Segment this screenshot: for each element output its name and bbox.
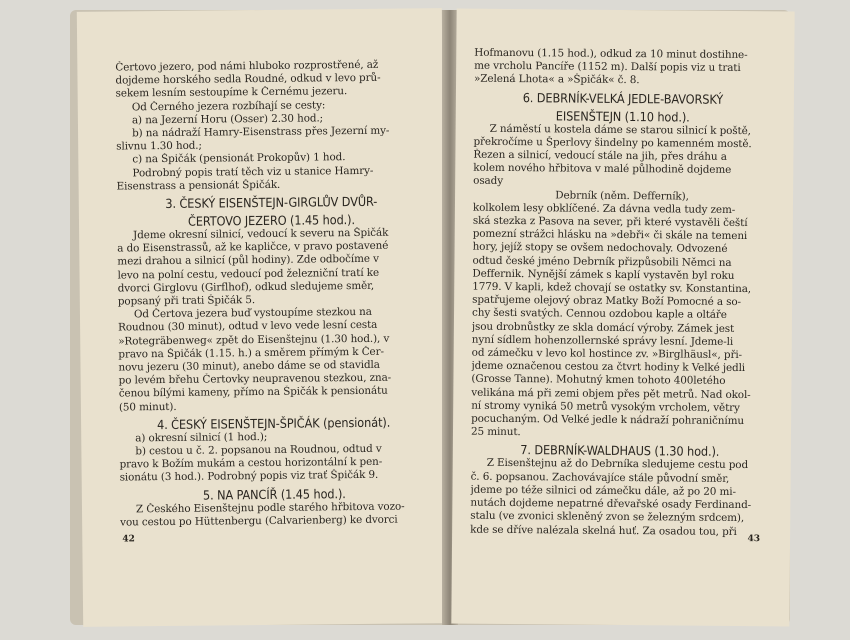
text-line: Čertovo jezero, pod námi hluboko rozprostřené, až <box>115 58 379 74</box>
text-line: chy šesti svatých. Cennou ozdobou kaple a oltáře <box>471 307 727 322</box>
text-line: osady <box>473 175 504 188</box>
text-line: ská stezka z Pasova na sever, při které vystavěli čeští <box>472 214 748 230</box>
text-line: a do Eisenstrassů, až ke kapličce, v pravo postavené <box>117 239 389 255</box>
text-line: po levém břehu Čertovky neupravenou stezkou, zna- <box>118 371 392 387</box>
text-line: kolem nového hřbitova v malé půlhodině dojdeme <box>473 161 732 177</box>
section-heading: ČERTOVO JEZERO (1.45 hod.). <box>187 212 356 229</box>
text-line: (50 minut). <box>118 400 177 414</box>
text-line: jdeme po téže silnici od zámečku dále, až po 20 mi- <box>470 483 736 498</box>
text-line: odtud české jméno Debrník přizpůsobili Němci na <box>472 254 732 269</box>
text-line: stalu (ve zvonici skleněný zvon se železným srdcem), <box>470 509 745 525</box>
text-line: kolkolem lesy obklíčené. Za dávna vedla tudy zem- <box>472 201 736 216</box>
text-line: dvorci Girglovu (Girflhof), odkud sledujeme směr, <box>117 279 375 295</box>
text-line: hory, jejíž stopy se ovšem nedochovaly. Odvozené <box>472 241 728 256</box>
section-heading: 3. ČESKÝ EISENŠTEJN-GIRGLŮV DVŮR- <box>165 193 378 212</box>
text-line: kde se dříve nalézala skelná huť. Za osadou tou, při <box>470 523 737 538</box>
section-heading: 5. NA PANCÍŘ (1.45 hod.). <box>202 485 346 503</box>
text-line: sekem lesním sestoupíme k Černému jezeru. <box>115 85 348 100</box>
text-line: nutách dojdeme nepatrné dřevařské osady Ferdinand- <box>470 496 752 512</box>
text-line: jsou drobnůstky ze skla domácí výroby. Zámek jest <box>471 320 735 335</box>
text-line: popsaný při trati Špičák 5. <box>117 294 256 308</box>
text-line: od zámečku v levo kol hostince zv. »Birglhäusl«, při- <box>471 346 743 362</box>
text-line: pomezní strážci hlásku na »debři« či skále na temeni <box>472 227 748 243</box>
text-line: novu jezeru (30 minut), anebo dáme se od stavidla <box>118 358 380 374</box>
text-line: levo na polní cestu, vedoucí pod železniční tratí ke <box>117 266 380 282</box>
text-line: »Rotegräbenweg« zpět do Eisenštejnu (1.30 hod.), v <box>118 332 390 348</box>
text-line: (Grosse Tanne). Mohutný kmen tohoto 400letého <box>471 373 726 388</box>
text-line: Hofmanovu (1.15 hod.), odkud za 10 minut dostihne- <box>474 46 748 62</box>
text-line: Z Českého Eisenštejnu podle starého hřbitova vozo- <box>135 500 405 516</box>
text-line: Z náměstí u kostela dáme se starou silnicí k poště, <box>489 122 751 137</box>
left-page-number: 42 <box>122 534 135 545</box>
text-line: č. 6. popsanou. Zachovávajíce stále původní směr, <box>470 470 730 485</box>
text-line: a) okresní silnicí (1 hod.); <box>135 430 268 445</box>
text-line: jdeme označenou cestou za čtvrt hodiny k Velké jedli <box>471 359 746 375</box>
text-line: Podrobný popis tratí těch viz u stanice Hamry- <box>132 164 374 179</box>
text-line: Eisenstrass a pensionát Špičák. <box>116 178 281 193</box>
text-line: pocuchaným. Od Velké jedle k nádraží pohraničnímu <box>471 412 744 428</box>
text-line: Od Čertova jezera buď vystoupíme stezkou na <box>133 306 372 321</box>
section-heading: 7. DEBRNÍK-WALDHAUS (1.30 hod.). <box>520 442 720 460</box>
text-line: sionátu (3 hod.). Podrobný popis viz trať Špičák 9. <box>119 469 379 484</box>
text-line: nyní sídlem hohenzollernské správy lesní. Jdeme-li <box>471 333 734 348</box>
open-book <box>70 10 790 625</box>
text-line: 1779. V kapli, kdež chovají se ostatky sv. Konstantina, <box>472 280 752 296</box>
text-line: dojdeme horského sedla Roudné, odkud v levo prů- <box>115 71 381 87</box>
text-line: Roudnou (30 minut), odtud v levo vede lesní cesta <box>118 319 378 334</box>
text-line: překročíme u Šperlovy šindelny po kamenném mostě. <box>473 135 752 150</box>
text-line: »Zelená Lhota« a »Špičák« č. 8. <box>474 73 640 87</box>
left-page-text <box>115 58 429 529</box>
text-line: Debrník (něm. Defferník), <box>555 189 689 203</box>
text-line: ní stromy vyniká 50 metrů vysokým vrcholem, větry <box>471 399 740 414</box>
right-page-text <box>470 47 772 539</box>
text-line: mezi drahou a silnicí (půl hodiny). Zde odbočíme v <box>117 253 379 268</box>
text-line: Z Eisenštejnu až do Debrníka sledujeme cestu pod <box>486 457 749 472</box>
section-heading: EISENŠTEJN (1.10 hod.). <box>555 108 690 125</box>
text-line: Jdeme okresní silnicí, vedoucí k severu na Špičák <box>133 226 389 242</box>
right-page-number: 43 <box>747 534 761 545</box>
text-line: pravo na Špičák (1.15. h.) a směrem přímým k Čer- <box>118 345 384 361</box>
text-line: me vrcholu Pancíře (1152 m). Další popis viz u trati <box>474 59 741 75</box>
text-line: pravo k Božím mukám a cestou horizontální k pen- <box>119 456 383 471</box>
text-line: vou cestou po Hüttenbergu (Calvarienberg) ke dvorci <box>120 513 398 529</box>
right-page <box>451 9 794 627</box>
text-line: a) na Jezerní Horu (Osser) 2.30 hod.; <box>131 112 324 127</box>
text-line: c) na Špičák (pensionát Prokopův) 1 hod. <box>132 151 346 166</box>
text-line: 25 minut. <box>470 425 521 439</box>
text-line: spatřujeme olejový obraz Matky Boží Pomocné a so- <box>472 293 742 309</box>
section-heading: 6. DEBRNÍK-VELKÁ JEDLE-BAVORSKÝ <box>522 89 724 107</box>
text-line: Deffernik. Nynější zámek s kaplí vystavěn byl roku <box>472 267 735 282</box>
section-heading: 4. ČESKÝ EISENŠTEJN-ŠPIČÁK (pensionát). <box>156 414 391 432</box>
left-page <box>77 8 448 627</box>
text-line: čenou bílými kameny, přímo na Špičák k pensionátu <box>118 385 388 400</box>
text-line: Od Černého jezera rozbíhají se cesty: <box>131 98 326 113</box>
text-line: Řezen a silnicí, vedoucí stále na jih, přes dráhu a <box>473 148 727 163</box>
text-line: velikána má při zemi objem přes pět metrů. Nad okol- <box>471 386 751 401</box>
text-line: slivnu 1.30 hod.; <box>116 139 202 153</box>
text-line: b) cestou u č. 2. popsanou na Roudnou, odtud v <box>135 442 382 458</box>
text-line: b) na nádraží Hamry-Eisenstrass přes Jezerní my- <box>132 124 390 140</box>
